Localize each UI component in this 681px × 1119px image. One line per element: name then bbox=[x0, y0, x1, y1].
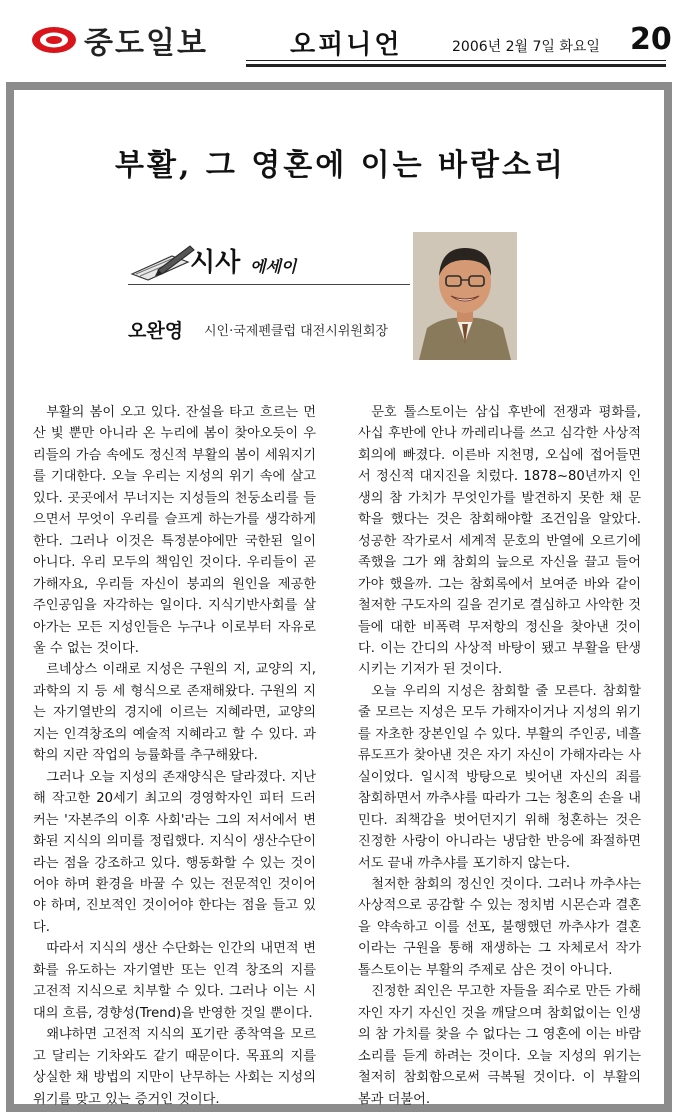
column-name-sub: 에세이 bbox=[250, 257, 297, 276]
column-name: 시사 bbox=[190, 248, 241, 278]
article-paragraph: 왜냐하면 고전적 지식의 포기란 종착역을 모르고 달리는 기차와도 같기 때문이다. 목표의 지를 상실한 채 방법의 지만이 난무하는 사회는 지성의 위기를 맞고 있는 증거인 것이다. bbox=[33, 1027, 316, 1107]
page-number: 20 bbox=[630, 22, 672, 57]
author-name: 오완영 bbox=[128, 320, 184, 342]
issue-date: 2006년 2월 7일 화요일 bbox=[452, 39, 600, 55]
article-column-right bbox=[358, 402, 641, 1110]
article-paragraph: 오늘 우리의 지성은 참회할 줄 모른다. 참회할 줄 모르는 지성은 모두 가해자이거나 지성의 위기를 자초한 장본인일 수 있다. 부활의 주인공, 네흘류도프가 찾아낸 것은 자기 자신이 가해자라는 사실이었다. 일시적 방탕으로 빚어낸 자신의 죄를 참회하면서 까추샤를 따라가 그는 청혼의 손을 내민다. 죄책감을 벗어던지기 위해 청혼하는 것은 진정한 사랑이 아니라는 냉담한 반응에 좌절하면서도 끝내 까추샤를 포기하지 않는다. bbox=[358, 683, 641, 871]
column-tag bbox=[128, 240, 328, 290]
pen-icon bbox=[128, 240, 198, 290]
section-title: 오피니언 bbox=[290, 30, 403, 60]
article-paragraph: 문호 톨스토이는 삼십 후반에 전쟁과 평화를, 사십 후반에 안나 까레리나를 쓰고 심각한 사상적 회의에 빠졌다. 이른바 지천명, 오십에 접어들면서 정신적 대지진을 치렀다. 1878~80년까지 인생의 참 가치가 무엇인가를 발견하지 못한 채 문학을 했다는 것은 참회해야할 조건임을 알았다. 성공한 작가로서 세계적 문호의 반열에 오르기에 족했을 그가 왜 참회의 늪으로 자신을 끌고 들어가야 했을까. 그는 참회록에서 보여준 바와 같이 철저한 구도자의 길을 걷기로 결심하고 사악한 것들에 대한 비폭력 무저항의 정신을 찾아낸 것이다. 이는 간디의 사상적 바탕이 됐고 부활을 탄생시키는 기저가 된 것이다. bbox=[358, 405, 641, 678]
paper-logo-icon bbox=[30, 25, 78, 55]
masthead-rule-thin bbox=[246, 60, 666, 61]
paper-logo bbox=[30, 18, 208, 62]
article-paragraph: 진정한 죄인은 무고한 자들을 죄수로 만든 가해자인 자기 자신인 것을 깨달으며 참회없이는 인생의 참 가치를 찾을 수 없다는 그 영혼에 이는 바람소리를 듣게 하려는 것이다. 오늘 지성의 위기는 철저히 참회함으로써 극복될 것이다. 이 부활의 봄과 더불어. bbox=[358, 984, 641, 1107]
article-paragraph: 따라서 지식의 생산 수단화는 인간의 내면적 변화를 유도하는 자기열반 또는 인격 창조의 지를 고전적 지식으로 치부할 수 있다. 그러나 이는 시대의 흐름, 경향성(Trend)을 반영한 것일 뿐이다. bbox=[33, 941, 316, 1021]
paper-name: 중도일보 bbox=[84, 26, 208, 61]
article-column-left bbox=[33, 402, 316, 1110]
article-paragraph: 르네상스 이래로 지성은 구원의 지, 교양의 지, 과학의 지 등 세 형식으로 존재해왔다. 구원의 지는 자기열반의 경지에 이르는 지혜라면, 교양의 지는 인격창조의 예술적 지혜라고 할 수 있다. 과학의 지란 작업의 능률화를 추구해왔다. bbox=[33, 662, 316, 764]
article-paragraph: 그러나 오늘 지성의 존재양식은 달라졌다. 지난해 작고한 20세기 최고의 경영학자인 피터 드러커는 '자본주의 이후 사회'라는 그의 저서에서 변화된 지식의 의미를 정립했다. 지식이 생산수단이라는 점을 강조하고 있다. 행동화할 수 있는 것이어야 하며 환경을 바꿀 수 있는 전문적인 것이어야 하며, 진보적인 것이어야 한다는 점을 들고 있다. bbox=[33, 769, 316, 935]
article-headline: 부활, 그 영혼에 이는 바람소리 bbox=[115, 148, 566, 183]
masthead-rule bbox=[246, 64, 666, 67]
column-tag-rule bbox=[128, 284, 410, 285]
author-photo bbox=[413, 232, 517, 360]
author-title: 시인·국제펜클럽 대전시위원회장 bbox=[204, 324, 389, 339]
masthead bbox=[0, 0, 681, 70]
article-paragraph: 부활의 봄이 오고 있다. 잔설을 타고 흐르는 먼 산 빛 뿐만 아니라 온 누리에 봄이 찾아오듯이 우리들의 가슴 속에도 정신적 부활의 봄이 세워지기를 기대한다. 오늘 우리는 지성의 위기 속에 살고 있다. 곳곳에서 무너지는 지성들의 천둥소리를 들으면서 무엇이 우리를 슬프게 하는가를 생각하게 한다. 그러나 이것은 특정분야에만 국한된 일이 아니다. 우리 모두의 책임인 것이다. 우리들이 곧 가해자요, 우리들 자신이 붕괴의 원인을 제공한 주인공임을 자각하는 일이다. 지식기반사회를 살아가는 모든 지성인들은 누구나 이로부터 자유로울 수 없는 것이다. bbox=[33, 405, 316, 656]
article-paragraph: 철저한 참회의 정신인 것이다. 그러나 까추샤는 사상적으로 공감할 수 있는 정치범 시몬슨과 결혼을 약속하고 이를 선포, 불행했던 까추샤가 결혼이라는 구원을 통해 재생하는 그 자체로서 작가 톨스토이는 부활의 주제로 삼은 것이 아니다. bbox=[358, 876, 641, 978]
